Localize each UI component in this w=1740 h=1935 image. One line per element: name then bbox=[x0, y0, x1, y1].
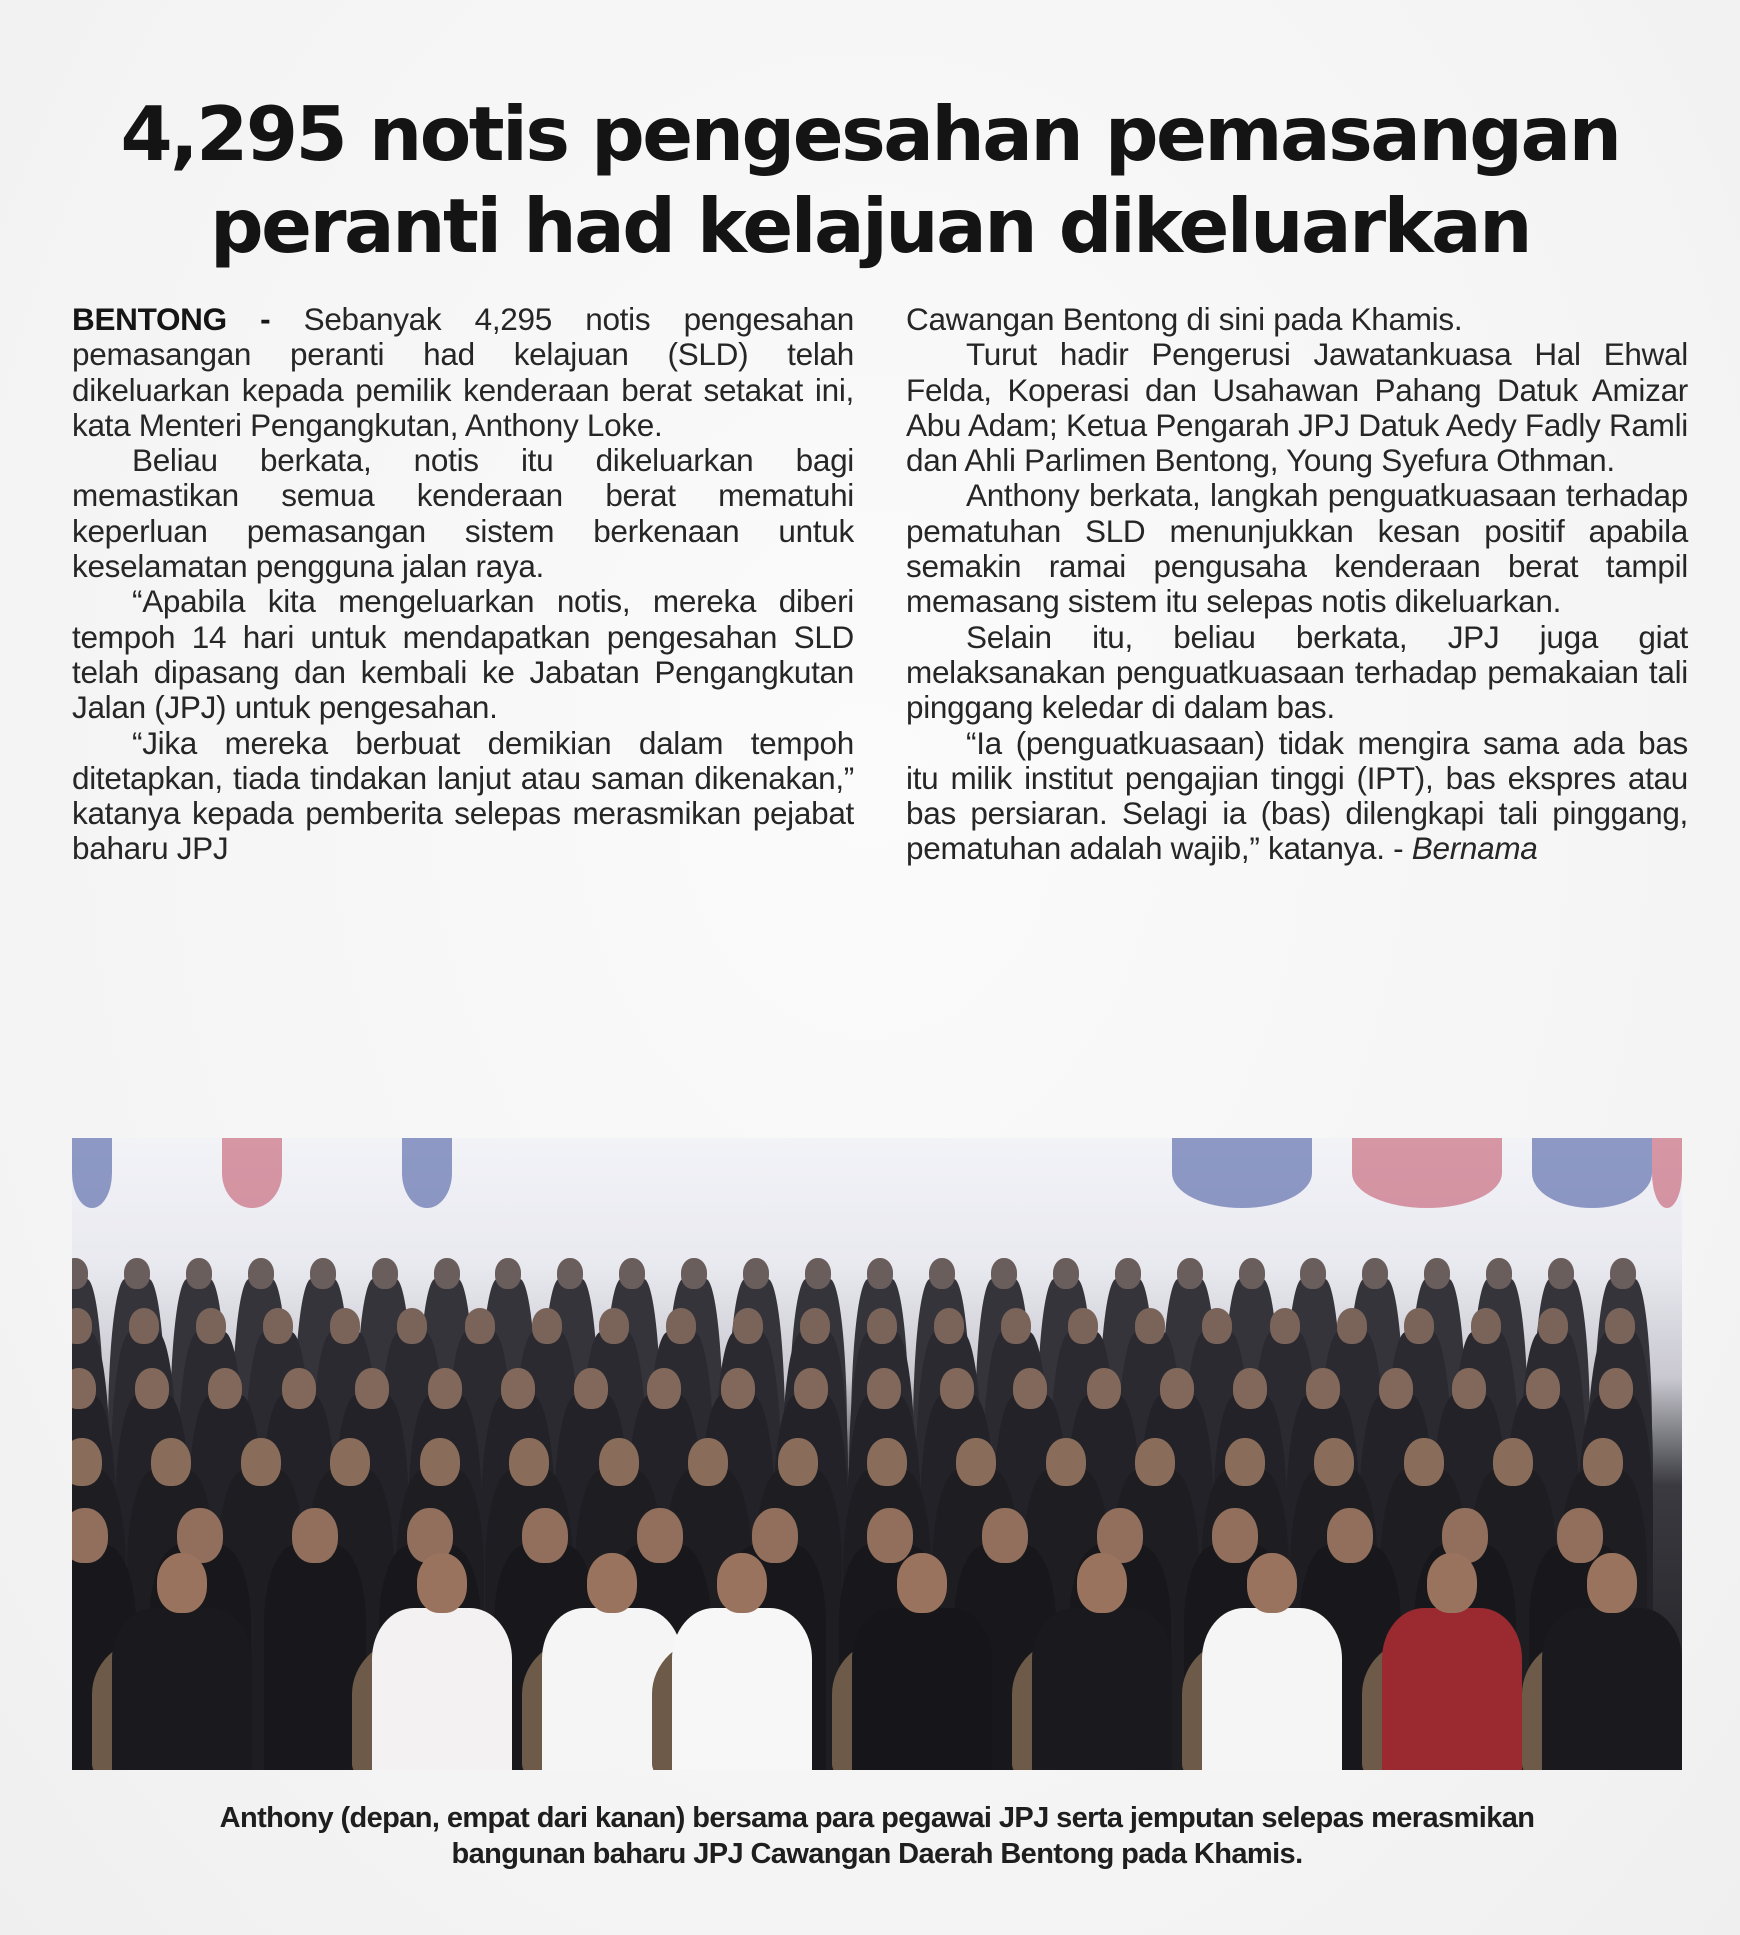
person-head bbox=[1557, 1508, 1603, 1563]
person-head bbox=[666, 1308, 696, 1344]
person-head bbox=[1486, 1258, 1512, 1289]
person-head bbox=[1068, 1308, 1098, 1344]
person-head bbox=[743, 1258, 769, 1289]
person-head bbox=[1427, 1553, 1477, 1613]
person-head bbox=[1548, 1258, 1574, 1289]
person-head bbox=[587, 1553, 637, 1613]
paragraph: Turut hadir Pengerusi Jawatankuasa Hal Ehwal Felda, Koperasi dan Usahawan Pahang Datuk Amizar Abu Adam; Ketua Pengarah JPJ Datuk Aedy Fadly Ramli dan Ahli Parlimen Bentong, Young Syefura Othman. bbox=[906, 336, 1688, 479]
person-head bbox=[495, 1258, 521, 1289]
person-head bbox=[1177, 1258, 1203, 1289]
person-head bbox=[157, 1553, 207, 1613]
person-head bbox=[867, 1368, 901, 1409]
bunting-decoration bbox=[1352, 1138, 1502, 1208]
person-head bbox=[1300, 1258, 1326, 1289]
person-body bbox=[112, 1608, 252, 1770]
person-head bbox=[465, 1308, 495, 1344]
person-head bbox=[1362, 1258, 1388, 1289]
person-head bbox=[688, 1438, 728, 1486]
paragraph: Beliau berkata, notis itu dikeluarkan bagi memastikan semua kenderaan berat mematuhi keperluan pemasangan sistem berkenaan untuk keselamatan pengguna jalan raya. bbox=[72, 442, 854, 585]
paragraph: “Jika mereka berbuat demikian dalam tempoh ditetapkan, tiada tindakan lanjut atau saman dikenakan,” katanya kepada pemberita selepas merasmikan pejabat baharu JPJ bbox=[72, 724, 854, 867]
person-head bbox=[867, 1308, 897, 1344]
bunting-decoration bbox=[222, 1138, 282, 1208]
person-head bbox=[867, 1508, 913, 1563]
closing-text: “Ia (penguatkuasaan) tidak mengira sama ada bas itu milik institut pengajian tinggi (IPT), bas ekspres atau bas persiaran. Selagi ia (bas) dilengkapi tali pinggang, pematuhan adalah wajib,” katanya. - bbox=[906, 724, 1688, 867]
person-head bbox=[1013, 1368, 1047, 1409]
person-head bbox=[752, 1508, 798, 1563]
person-head bbox=[867, 1438, 907, 1486]
person-head bbox=[397, 1308, 427, 1344]
person-head bbox=[991, 1258, 1017, 1289]
person-head bbox=[1115, 1258, 1141, 1289]
person-head bbox=[282, 1368, 316, 1409]
headline-line-1: 4,295 notis pengesahan pemasangan bbox=[120, 90, 1620, 178]
person-head bbox=[186, 1258, 212, 1289]
person-head bbox=[805, 1258, 831, 1289]
person-head bbox=[1233, 1368, 1267, 1409]
person-head bbox=[417, 1553, 467, 1613]
paragraph: Anthony berkata, langkah penguatkuasaan terhadap pematuhan SLD menunjukkan kesan positif apabila semakin ramai pengusaha kenderaan berat tampil memasang sistem itu selepas notis dikeluarkan. bbox=[906, 477, 1688, 620]
person-head bbox=[1001, 1308, 1031, 1344]
person-body bbox=[264, 1545, 365, 1770]
person-head bbox=[196, 1308, 226, 1344]
headline-line-2: peranti had kelajuan dikeluarkan bbox=[210, 182, 1530, 270]
person-head bbox=[940, 1368, 974, 1409]
person-head bbox=[1053, 1258, 1079, 1289]
person-head bbox=[721, 1368, 755, 1409]
person-head bbox=[717, 1553, 767, 1613]
person-body bbox=[1382, 1608, 1522, 1770]
person-head bbox=[1404, 1308, 1434, 1344]
person-head bbox=[1587, 1553, 1637, 1613]
person-head bbox=[1160, 1368, 1194, 1409]
person-head bbox=[151, 1438, 191, 1486]
person-head bbox=[208, 1368, 242, 1409]
caption-line-1: Anthony (depan, empat dari kanan) bersama para pegawai JPJ serta jemputan selepas merasmikan bbox=[219, 1802, 1535, 1834]
person-head bbox=[1239, 1258, 1265, 1289]
article-column-left bbox=[72, 302, 854, 867]
person-head bbox=[1452, 1368, 1486, 1409]
person-head bbox=[1599, 1368, 1633, 1409]
headline bbox=[60, 88, 1680, 272]
paragraph: Selain itu, beliau berkata, JPJ juga giat melaksanakan penguatkuasaan terhadap pemakaian tali pinggang keledar di dalam bas. bbox=[906, 618, 1688, 726]
person-head bbox=[619, 1258, 645, 1289]
person-head bbox=[1270, 1308, 1300, 1344]
person-head bbox=[1314, 1438, 1354, 1486]
person-head bbox=[501, 1368, 535, 1409]
person-head bbox=[897, 1553, 947, 1613]
person-head bbox=[248, 1258, 274, 1289]
bunting-decoration bbox=[1532, 1138, 1652, 1208]
bunting-decoration bbox=[1172, 1138, 1312, 1208]
person-head bbox=[263, 1308, 293, 1344]
person-head bbox=[934, 1308, 964, 1344]
person-head bbox=[647, 1368, 681, 1409]
person-head bbox=[637, 1508, 683, 1563]
person-head bbox=[1379, 1368, 1413, 1409]
person-head bbox=[982, 1508, 1028, 1563]
person-head bbox=[1493, 1438, 1533, 1486]
person-head bbox=[509, 1438, 549, 1486]
person-head bbox=[522, 1508, 568, 1563]
person-head bbox=[1306, 1368, 1340, 1409]
person-head bbox=[557, 1258, 583, 1289]
person-head bbox=[1605, 1308, 1635, 1344]
person-head bbox=[1247, 1553, 1297, 1613]
article-column-right bbox=[906, 302, 1688, 867]
group-photo bbox=[72, 1138, 1682, 1770]
caption-line-2: bangunan baharu JPJ Cawangan Daerah Bentong pada Khamis. bbox=[451, 1838, 1303, 1870]
bunting-decoration bbox=[402, 1138, 452, 1208]
person-head bbox=[72, 1508, 108, 1563]
person-head bbox=[800, 1308, 830, 1344]
person-head bbox=[733, 1308, 763, 1344]
person-body bbox=[1202, 1608, 1342, 1770]
person-head bbox=[1337, 1308, 1367, 1344]
photo-caption bbox=[72, 1800, 1682, 1872]
person-head bbox=[1135, 1308, 1165, 1344]
agency-credit: Bernama bbox=[1411, 830, 1538, 867]
person-head bbox=[1225, 1438, 1265, 1486]
person-head bbox=[135, 1368, 169, 1409]
person-head bbox=[124, 1258, 150, 1289]
dateline: BENTONG bbox=[72, 301, 227, 337]
person-head bbox=[241, 1438, 281, 1486]
person-head bbox=[1327, 1508, 1373, 1563]
person-head bbox=[292, 1508, 338, 1563]
closing-paragraph bbox=[906, 726, 1688, 867]
person-head bbox=[1538, 1308, 1568, 1344]
person-head bbox=[1610, 1258, 1636, 1289]
person-head bbox=[1202, 1308, 1232, 1344]
person-head bbox=[1135, 1438, 1175, 1486]
person-head bbox=[778, 1438, 818, 1486]
person-head bbox=[310, 1258, 336, 1289]
dateline-separator: - bbox=[226, 301, 304, 337]
person-head bbox=[599, 1438, 639, 1486]
person-body bbox=[1542, 1608, 1682, 1770]
person-head bbox=[1424, 1258, 1450, 1289]
person-head bbox=[372, 1258, 398, 1289]
person-body bbox=[372, 1608, 512, 1770]
person-head bbox=[1212, 1508, 1258, 1563]
person-body bbox=[1032, 1608, 1172, 1770]
person-head bbox=[330, 1308, 360, 1344]
person-head bbox=[1526, 1368, 1560, 1409]
person-body bbox=[852, 1608, 992, 1770]
person-head bbox=[1077, 1553, 1127, 1613]
person-head bbox=[574, 1368, 608, 1409]
paragraph: “Apabila kita mengeluarkan notis, mereka diberi tempoh 14 hari untuk mendapatkan pengesahan SLD telah dipasang dan kembali ke Jabatan Pengangkutan Jalan (JPJ) untuk pengesahan. bbox=[72, 583, 854, 726]
person-body bbox=[672, 1608, 812, 1770]
person-head bbox=[434, 1258, 460, 1289]
person-head bbox=[532, 1308, 562, 1344]
person-head bbox=[867, 1258, 893, 1289]
person-head bbox=[428, 1368, 462, 1409]
lead-paragraph bbox=[72, 302, 854, 443]
person-head bbox=[355, 1368, 389, 1409]
person-head bbox=[599, 1308, 629, 1344]
paragraph-continued: Cawangan Bentong di sini pada Khamis. bbox=[906, 301, 1463, 337]
person-head bbox=[1404, 1438, 1444, 1486]
person-head bbox=[1583, 1438, 1623, 1486]
person-head bbox=[681, 1258, 707, 1289]
person-head bbox=[129, 1308, 159, 1344]
person-head bbox=[794, 1368, 828, 1409]
person-head bbox=[420, 1438, 460, 1486]
person-head bbox=[1471, 1308, 1501, 1344]
person-head bbox=[929, 1258, 955, 1289]
lead-text: Sebanyak 4,295 notis pengesahan pemasangan peranti had kelajuan (SLD) telah dikeluarkan kepada pemilik kenderaan berat setakat ini, kata Menteri Pengangkutan, Anthony Loke. bbox=[72, 301, 854, 443]
person-head bbox=[1087, 1368, 1121, 1409]
person-head bbox=[956, 1438, 996, 1486]
person-head bbox=[1046, 1438, 1086, 1486]
person-head bbox=[330, 1438, 370, 1486]
bunting-decoration bbox=[72, 1138, 112, 1208]
bunting-decoration bbox=[1652, 1138, 1682, 1208]
